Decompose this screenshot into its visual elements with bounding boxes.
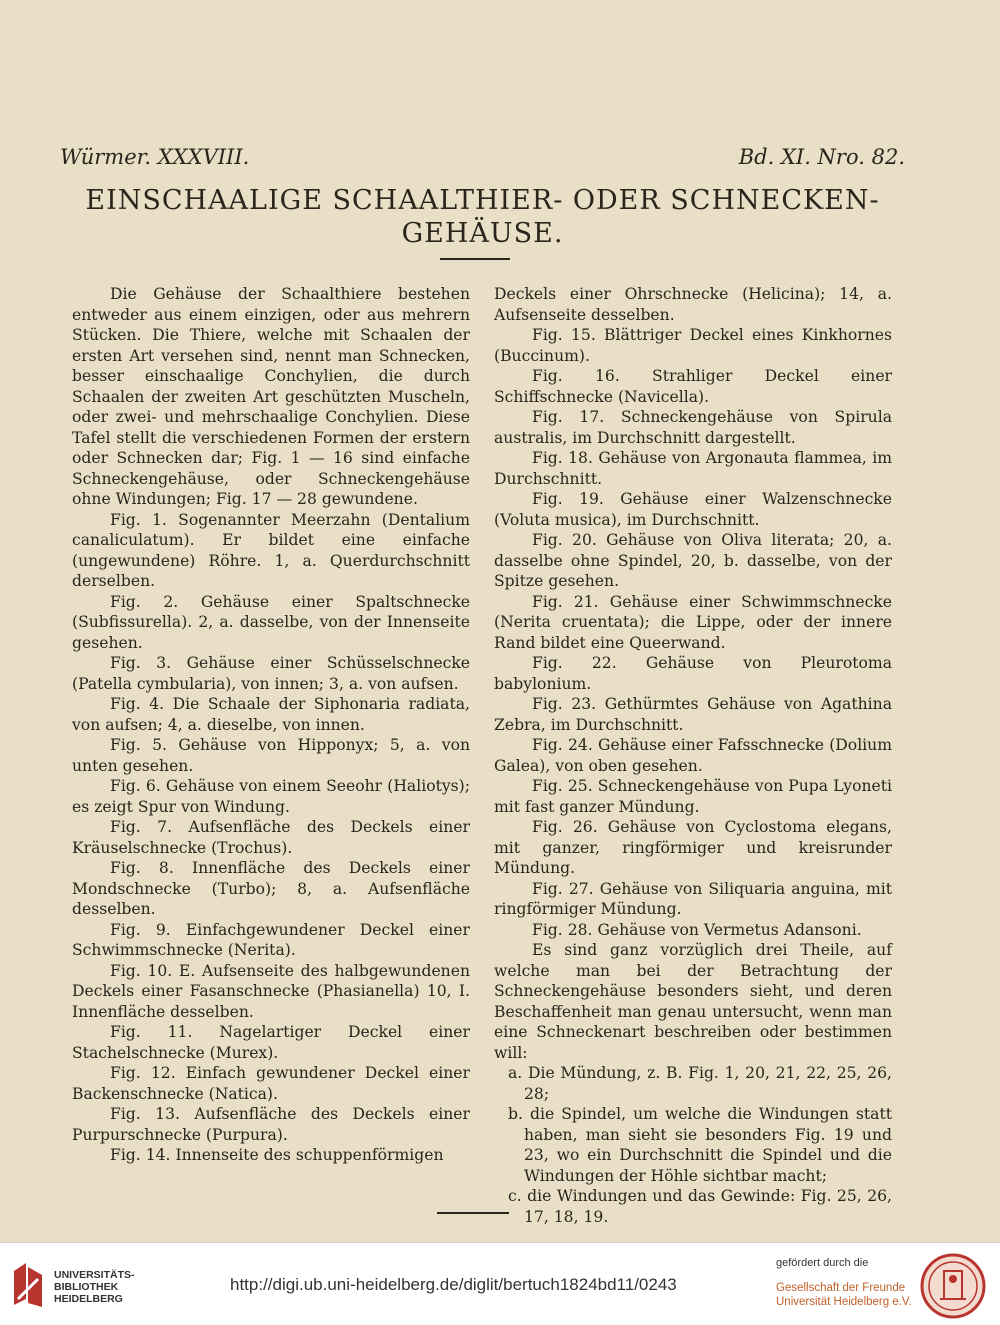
header-left: Würmer. XXXVIII.	[60, 145, 250, 169]
figure-caption: Fig. 10. E. Aufsenseite des halbgewundenen Deckels einer Fasanschnecke (Phasianella) 10, I. Innenfläche desselben.	[72, 961, 470, 1021]
figure-caption: Fig. 28. Gehäuse von Vermetus Adansoni.	[532, 920, 862, 939]
figure-caption: Fig. 17. Schneckengehäuse von Spirula australis, im Durchschnitt dargestellt.	[494, 408, 892, 447]
figure-caption: Fig. 18. Gehäuse von Argonauta flammea, im Durchschnitt.	[494, 449, 892, 488]
figure-caption: Fig. 23. Gethürmtes Gehäuse von Agathina Zebra, im Durchschnitt.	[494, 695, 892, 734]
title-divider	[440, 258, 510, 260]
university-library-logo-icon	[8, 1259, 48, 1311]
list-item: c. die Windungen und das Gewinde: Fig. 25, 26, 17, 18, 19.	[508, 1187, 892, 1226]
figure-caption: Fig. 19. Gehäuse einer Walzenschnecke (Voluta musica), im Durchschnitt.	[494, 490, 892, 529]
left-column	[72, 284, 470, 1166]
figure-caption: Fig. 16. Strahliger Deckel einer Schiffschnecke (Navicella).	[494, 367, 892, 406]
paragraph: Es sind ganz vorzüglich drei Theile, auf welche man bei der Betrachtung der Schneckengehäuse besonders sieht, und deren Beschaffenheit man genau untersucht, wenn man eine Schneckenart beschreiben oder bestimmen will:	[494, 941, 892, 1062]
figure-caption: Fig. 14. Innenseite des schuppenförmigen	[110, 1146, 444, 1164]
paragraph: Die Gehäuse der Schaalthiere bestehen entweder aus einem einzigen, oder aus mehrern Stücken. Die Thiere, welche mit Schaalen der ersten Art versehen sind, nennt man Schnecken, besser einschaalige Conchylien, die durch Schaalen der zweiten Art geschützten Muscheln, oder zwei- und mehrschaalige Conchylien. Diese Tafel stellt die verschiedenen Formen der erstern oder Schnecken dar; Fig. 1 — 16 sind einfache Schneckengehäuse, oder Schneckengehäuse ohne Windungen; Fig. 17 — 28 gewundene.	[72, 285, 470, 508]
sponsor-name	[776, 1281, 912, 1309]
header-right: Bd. XI. Nro. 82.	[738, 145, 905, 169]
figure-caption: Fig. 27. Gehäuse von Siliquaria anguina, mit ringförmiger Mündung.	[494, 879, 892, 918]
figure-caption: Fig. 13. Aufsenfläche des Deckels einer Purpurschnecke (Purpura).	[72, 1105, 470, 1144]
sponsor-line-2: Universität Heidelberg e.V.	[776, 1296, 912, 1308]
figure-caption: Fig. 2. Gehäuse einer Spaltschnecke (Subfissurella). 2, a. dasselbe, von der Innenseite gesehen.	[72, 592, 470, 652]
figure-caption: Fig. 15. Blättriger Deckel eines Kinkhornes (Buccinum).	[494, 326, 892, 365]
figure-caption: Fig. 8. Innenfläche des Deckels einer Mondschnecke (Turbo); 8, a. Aufsenfläche desselben.	[72, 859, 470, 918]
figure-caption: Fig. 24. Gehäuse einer Fafsschnecke (Dolium Galea), von oben gesehen.	[494, 736, 892, 775]
sponsor-line-1: Gesellschaft der Freunde	[776, 1282, 906, 1294]
list-item: b. die Spindel, um welche die Windungen statt haben, man sieht sie besonders Fig. 19 und 23, wo ein Durchschnitt die Spindel und die Windungen der Höhle sichtbar macht;	[508, 1105, 892, 1185]
university-seal-icon	[920, 1253, 986, 1319]
figure-caption: Fig. 4. Die Schaale der Siphonaria radiata, von aufsen; 4, a. dieselbe, von innen.	[72, 695, 470, 734]
permalink-url[interactable]: http://digi.ub.uni-heidelberg.de/diglit/bertuch1824bd11/0243	[230, 1275, 677, 1294]
title-line-2: GEHÄUSE.	[401, 218, 564, 249]
figure-caption: Fig. 9. Einfachgewundener Deckel einer Schwimmschnecke (Nerita).	[72, 920, 470, 959]
right-column	[494, 284, 892, 1227]
institution-name	[54, 1269, 135, 1305]
figure-caption: Fig. 7. Aufsenfläche des Deckels einer Kräuselschnecke (Trochus).	[72, 818, 470, 857]
institution-line-3: HEIDELBERG	[54, 1293, 123, 1305]
page-title	[60, 184, 905, 250]
institution-line-2: BIBLIOTHEK	[54, 1281, 119, 1293]
figure-caption: Fig. 22. Gehäuse von Pleurotoma babylonium.	[494, 654, 892, 693]
figure-caption: Fig. 21. Gehäuse einer Schwimmschnecke (Nerita cruentata); die Lippe, oder der innere Rand bildet eine Queerwand.	[494, 592, 892, 652]
institution-line-1: UNIVERSITÄTS-	[54, 1269, 135, 1281]
figure-caption: Deckels einer Ohrschnecke (Helicina); 14, a. Aufsenseite desselben.	[494, 285, 892, 324]
figure-caption: Fig. 3. Gehäuse einer Schüsselschnecke (Patella cymbularia), von innen; 3, a. von aufsen.	[72, 654, 470, 693]
footer-bar	[0, 1242, 1000, 1325]
list-item: a. Die Mündung, z. B. Fig. 1, 20, 21, 22, 25, 26, 28;	[508, 1064, 892, 1103]
figure-caption: Fig. 25. Schneckengehäuse von Pupa Lyoneti mit fast ganzer Mündung.	[494, 777, 892, 816]
figure-caption: Fig. 5. Gehäuse von Hipponyx; 5, a. von unten gesehen.	[72, 736, 470, 775]
figure-caption: Fig. 26. Gehäuse von Cyclostoma elegans, mit ganzer, ringförmiger und kreisrunder Mündung.	[494, 818, 892, 877]
end-divider	[437, 1212, 509, 1214]
figure-caption: Fig. 20. Gehäuse von Oliva literata; 20, a. dasselbe ohne Spindel, 20, b. dasselbe, von der Spitze gesehen.	[494, 531, 892, 590]
title-line-1: EINSCHAALIGE SCHAALTHIER- ODER SCHNECKEN-	[85, 185, 880, 216]
sponsor-intro: gefördert durch die	[776, 1257, 869, 1269]
figure-caption: Fig. 6. Gehäuse von einem Seeohr (Haliotys); es zeigt Spur von Windung.	[72, 777, 470, 816]
figure-caption: Fig. 11. Nagelartiger Deckel einer Stachelschnecke (Murex).	[72, 1023, 470, 1062]
figure-caption: Fig. 1. Sogenannter Meerzahn (Dentalium canaliculatum). Er bildet eine einfache (ungewundene) Röhre. 1, a. Querdurchschnitt derselben.	[72, 510, 470, 590]
figure-caption: Fig. 12. Einfach gewundener Deckel einer Backenschnecke (Natica).	[72, 1064, 470, 1103]
